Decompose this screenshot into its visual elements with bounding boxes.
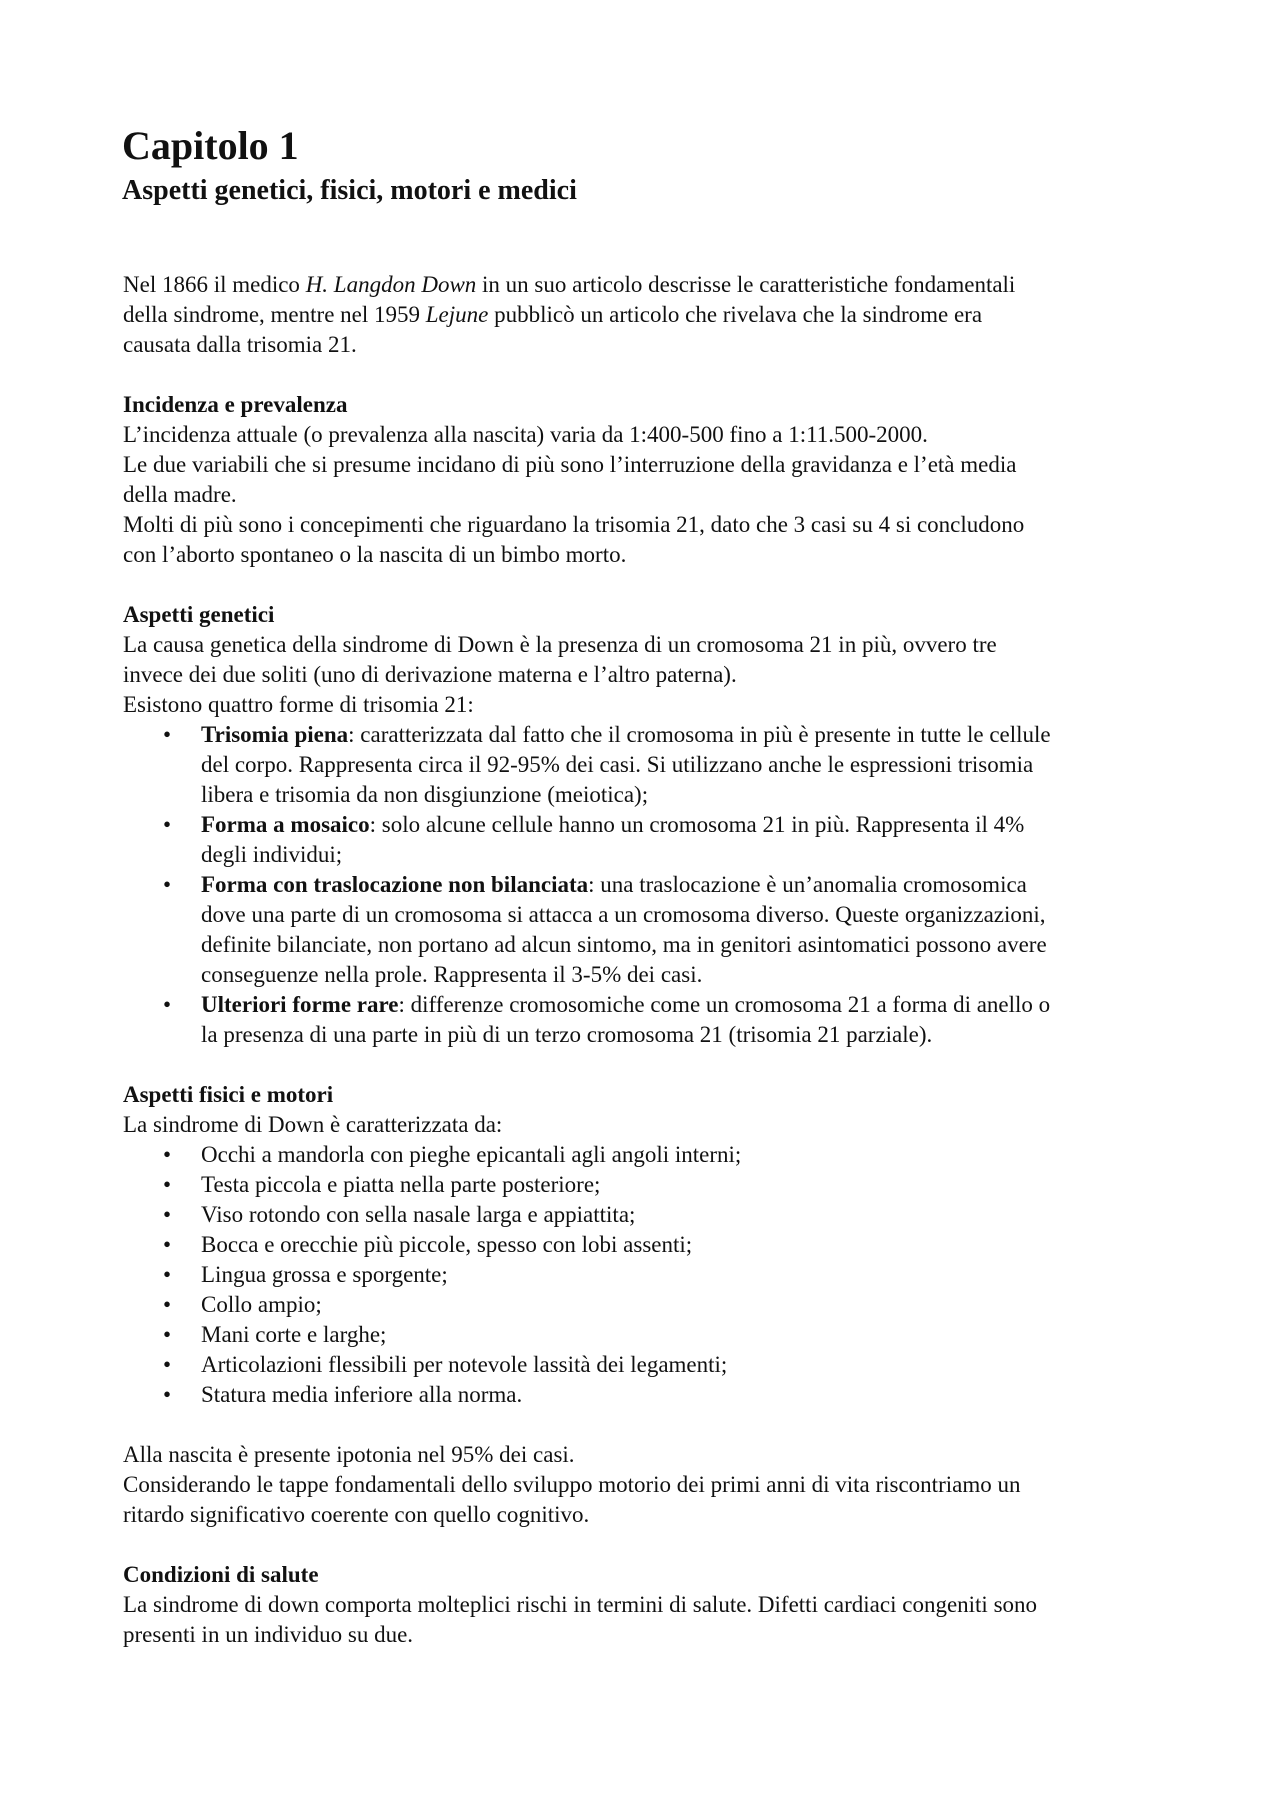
text-line — [123, 900, 1223, 930]
text-line — [123, 510, 1223, 540]
text-run: Mani corte e larghe; — [201, 1322, 387, 1347]
text-line — [123, 960, 1223, 990]
blank-line — [123, 1410, 1223, 1440]
text-line — [123, 840, 1223, 870]
bullet-icon: • — [163, 1352, 172, 1377]
text-run: in un suo articolo descrisse le caratteristiche fondamentali — [476, 272, 1016, 297]
empty-line — [123, 1410, 1223, 1440]
text-run: con l’aborto spontaneo o la nascita di un bimbo morto. — [123, 542, 627, 567]
text-line — [123, 390, 1223, 420]
text-line — [123, 600, 1223, 630]
text-line — [123, 1290, 1223, 1320]
list-item — [123, 870, 1223, 990]
text-run: La causa genetica della sindrome di Down è la presenza di un cromosoma 21 in più, ovvero tre — [123, 632, 997, 657]
text-run: ritardo significativo coerente con quello cognitivo. — [123, 1502, 590, 1527]
text-line — [123, 1260, 1223, 1290]
list-item — [123, 1350, 1223, 1380]
text-line — [123, 720, 1223, 750]
text-line — [123, 1440, 1223, 1470]
text-line — [123, 1590, 1223, 1620]
text-run: : una traslocazione è un’anomalia cromosomica — [588, 872, 1027, 897]
text-line — [123, 270, 1223, 300]
text-line — [123, 300, 1223, 330]
text-run: : caratterizzata dal fatto che il cromosoma in più è presente in tutte le cellule — [348, 722, 1051, 747]
text-run: Le due variabili che si presume incidano di più sono l’interruzione della gravidanza e l’età media — [123, 452, 1017, 477]
bold-text: Incidenza e prevalenza — [123, 392, 348, 417]
text-run: del corpo. Rappresenta circa il 92-95% dei casi. Si utilizzano anche le espressioni trisomia — [201, 752, 1034, 777]
text-line — [123, 1140, 1223, 1170]
list-item — [123, 1170, 1223, 1200]
bullet-icon: • — [163, 1232, 172, 1257]
text-line — [123, 870, 1223, 900]
text-line — [123, 690, 1223, 720]
text-run: : solo alcune cellule hanno un cromosoma 21 in più. Rappresenta il 4% — [369, 812, 1025, 837]
text-line — [123, 660, 1223, 690]
text-line — [123, 1080, 1223, 1110]
empty-line — [123, 360, 1223, 390]
text-line — [123, 1320, 1223, 1350]
text-line — [123, 1020, 1223, 1050]
blank-line — [123, 1050, 1223, 1080]
text-run: Collo ampio; — [201, 1292, 322, 1317]
text-line — [123, 450, 1223, 480]
text-run: Statura media inferiore alla norma. — [201, 1382, 523, 1407]
paragraph — [123, 630, 1223, 720]
text-line — [123, 1170, 1223, 1200]
text-run: Articolazioni flessibili per notevole lassità dei legamenti; — [201, 1352, 728, 1377]
text-run: Nel 1866 il medico — [123, 272, 306, 297]
text-line — [123, 1560, 1223, 1590]
list-item — [123, 1230, 1223, 1260]
section-heading — [123, 1080, 1223, 1110]
text-run: libera e trisomia da non disgiunzione (meiotica); — [201, 782, 649, 807]
text-run: conseguenze nella prole. Rappresenta il 3-5% dei casi. — [201, 962, 703, 987]
text-run: invece dei due soliti (uno di derivazione materna e l’altro paterna). — [123, 662, 737, 687]
list-item — [123, 1290, 1223, 1320]
text-line — [123, 1380, 1223, 1410]
bullet-icon: • — [163, 1262, 172, 1287]
paragraph — [123, 1590, 1223, 1650]
text-run: Occhi a mandorla con pieghe epicantali agli angoli interni; — [201, 1142, 742, 1167]
bold-text: Ulteriori forme rare — [201, 992, 399, 1017]
bold-text: Aspetti fisici e motori — [123, 1082, 334, 1107]
text-line — [123, 420, 1223, 450]
text-line — [123, 750, 1223, 780]
list-item — [123, 1140, 1223, 1170]
text-line — [123, 330, 1223, 360]
text-line — [123, 1500, 1223, 1530]
bold-text: Forma con traslocazione non bilanciata — [201, 872, 589, 897]
paragraph — [123, 270, 1223, 360]
text-run: Bocca e orecchie più piccole, spesso con lobi assenti; — [201, 1232, 693, 1257]
bullet-icon: • — [163, 992, 172, 1017]
blank-line — [123, 570, 1223, 600]
blank-line — [123, 360, 1223, 390]
chapter-title: Capitolo 1 — [122, 123, 299, 168]
text-run: : differenze cromosomiche come un cromosoma 21 a forma di anello o — [398, 992, 1051, 1017]
empty-line — [123, 1530, 1223, 1560]
text-run: causata dalla trisomia 21. — [123, 332, 357, 357]
section-heading — [123, 390, 1223, 420]
list-item — [123, 1380, 1223, 1410]
blank-line — [123, 1530, 1223, 1560]
bullet-icon: • — [163, 872, 172, 897]
bullet-icon: • — [163, 1292, 172, 1317]
text-line — [123, 1350, 1223, 1380]
italic-text: H. Langdon Down — [305, 272, 477, 297]
text-run: Lingua grossa e sporgente; — [201, 1262, 448, 1287]
section-heading — [123, 600, 1223, 630]
list-item — [123, 1260, 1223, 1290]
text-run: degli individui; — [201, 842, 343, 867]
document-body — [123, 270, 1223, 1650]
text-line — [123, 810, 1223, 840]
text-run: della sindrome, mentre nel 1959 — [123, 302, 426, 327]
bold-text: Forma a mosaico — [201, 812, 370, 837]
text-line — [123, 1200, 1223, 1230]
bullet-icon: • — [163, 812, 172, 837]
bullet-icon: • — [163, 1322, 172, 1347]
text-run: Testa piccola e piatta nella parte posteriore; — [201, 1172, 601, 1197]
bullet-icon: • — [163, 1382, 172, 1407]
text-run: Molti di più sono i concepimenti che riguardano la trisomia 21, dato che 3 casi su 4 si concludono — [123, 512, 1025, 537]
bold-text: Condizioni di salute — [123, 1562, 319, 1587]
text-run: Esistono quattro forme di trisomia 21: — [123, 692, 474, 717]
text-run: definite bilanciate, non portano ad alcun sintomo, ma in genitori asintomatici possono avere — [201, 932, 1047, 957]
text-line — [123, 1620, 1223, 1650]
text-run: della madre. — [123, 482, 237, 507]
text-line — [123, 1470, 1223, 1500]
bullet-icon: • — [163, 1172, 172, 1197]
text-line — [123, 990, 1223, 1020]
text-run: dove una parte di un cromosoma si attacca a un cromosoma diverso. Queste organizzazioni, — [201, 902, 1046, 927]
bullet-icon: • — [163, 722, 172, 747]
text-run: la presenza di una parte in più di un terzo cromosoma 21 (trisomia 21 parziale). — [201, 1022, 933, 1047]
text-run: L’incidenza attuale (o prevalenza alla nascita) varia da 1:400-500 fino a 1:11.500-2000. — [123, 422, 928, 447]
text-run: Alla nascita è presente ipotonia nel 95% dei casi. — [123, 1442, 575, 1467]
text-run: Viso rotondo con sella nasale larga e appiattita; — [201, 1202, 636, 1227]
text-run: Considerando le tappe fondamentali dello sviluppo motorio dei primi anni di vita riscontriamo un — [123, 1472, 1021, 1497]
list-item — [123, 810, 1223, 870]
text-line — [123, 1110, 1223, 1140]
text-run: La sindrome di Down è caratterizzata da: — [123, 1112, 503, 1137]
text-line — [123, 1230, 1223, 1260]
list-item — [123, 1200, 1223, 1230]
text-run: pubblicò un articolo che rivelava che la sindrome era — [488, 302, 983, 327]
bullet-icon: • — [163, 1142, 172, 1167]
text-line — [123, 630, 1223, 660]
bold-text: Aspetti genetici — [123, 602, 275, 627]
bold-text: Trisomia piena — [201, 722, 349, 747]
text-line — [123, 480, 1223, 510]
paragraph — [123, 1440, 1223, 1530]
section-heading — [123, 1560, 1223, 1590]
paragraph — [123, 1110, 1223, 1140]
list-item — [123, 1320, 1223, 1350]
text-run: presenti in un individuo su due. — [123, 1622, 414, 1647]
empty-line — [123, 1050, 1223, 1080]
italic-text: Lejune — [425, 302, 489, 327]
paragraph — [123, 420, 1223, 570]
bullet-icon: • — [163, 1202, 172, 1227]
text-line — [123, 930, 1223, 960]
text-line — [123, 540, 1223, 570]
list-item — [123, 720, 1223, 810]
list-item — [123, 990, 1223, 1050]
text-line — [123, 780, 1223, 810]
empty-line — [123, 570, 1223, 600]
chapter-subtitle: Aspetti genetici, fisici, motori e medici — [122, 175, 577, 206]
text-run: La sindrome di down comporta molteplici rischi in termini di salute. Difetti cardiaci congeniti sono — [123, 1592, 1038, 1617]
